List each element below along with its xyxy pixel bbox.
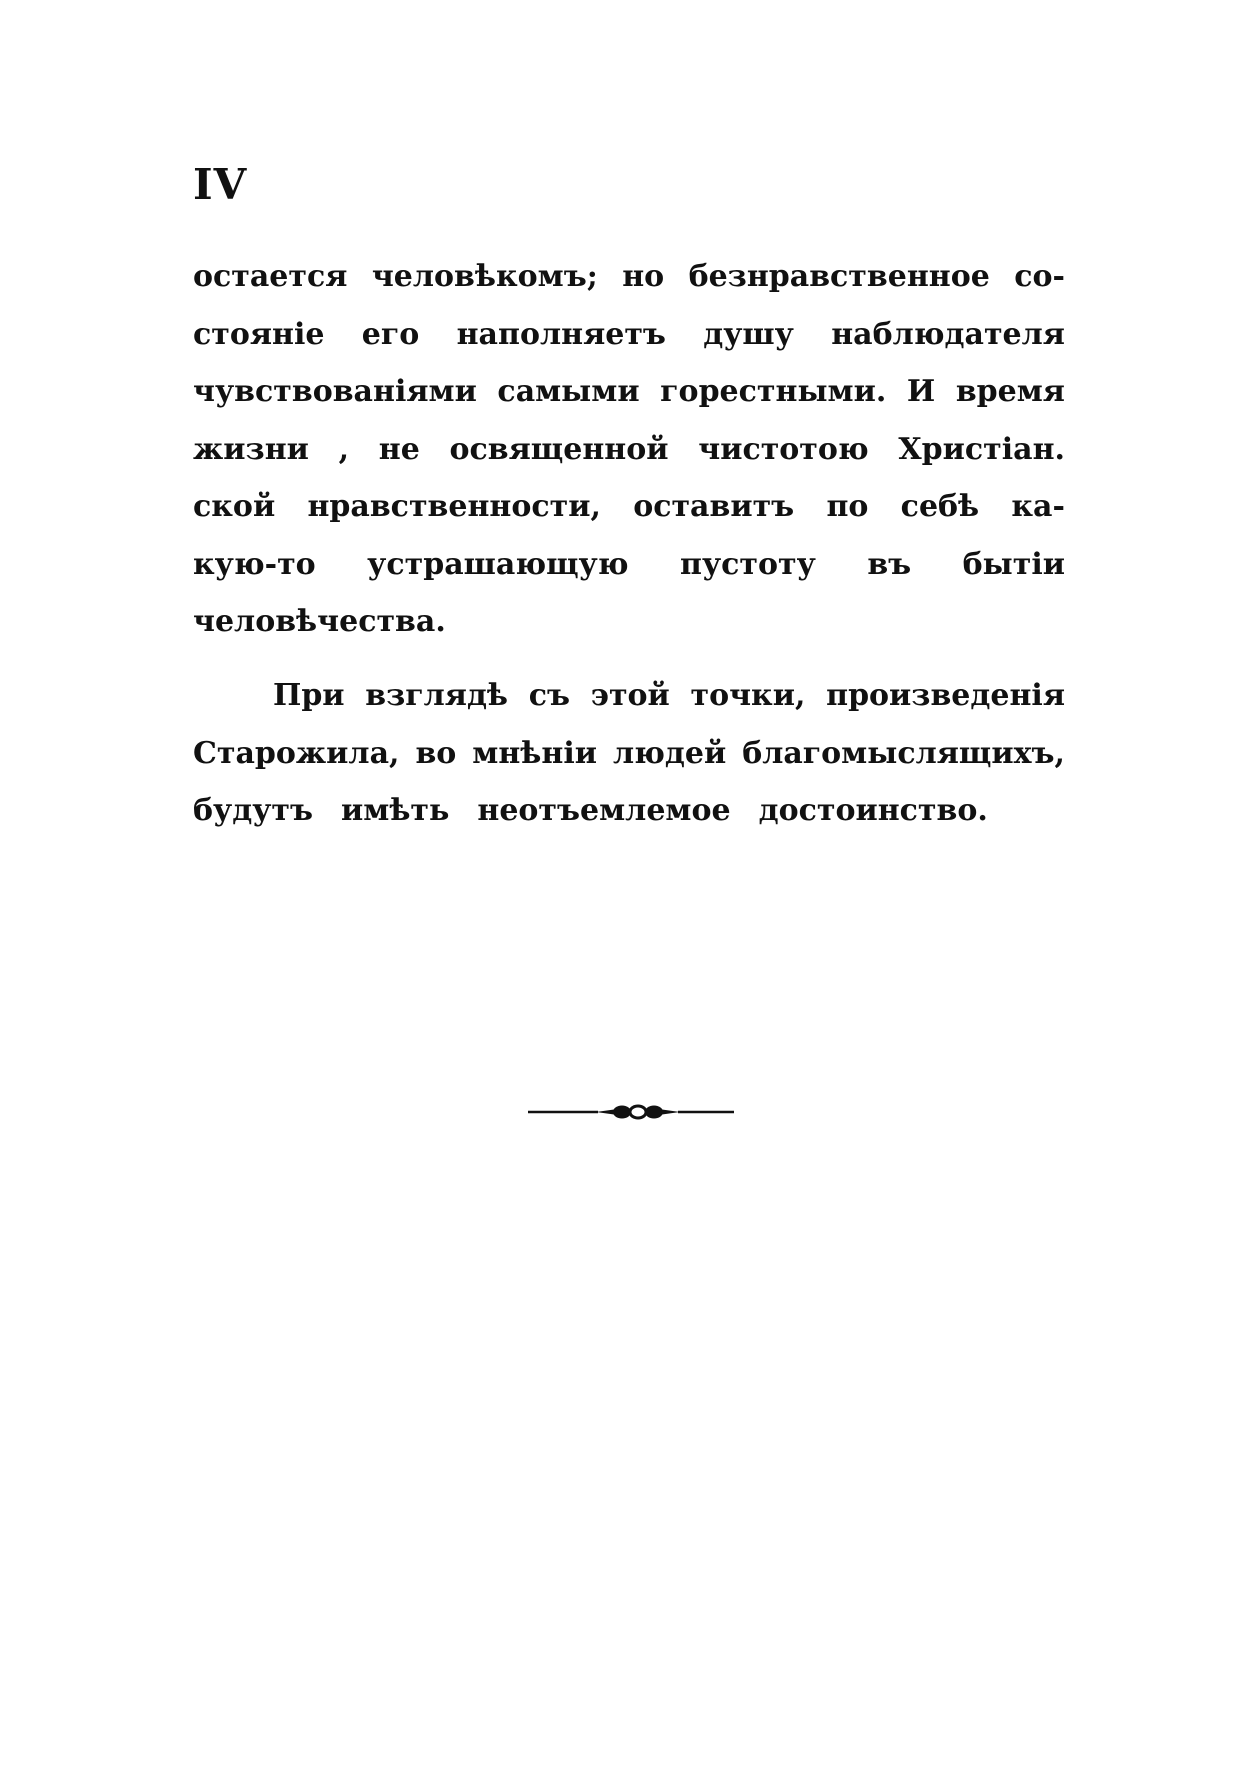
- word: произведенія: [826, 678, 1065, 713]
- word: человѣчества.: [193, 604, 446, 639]
- word: этой: [590, 678, 670, 713]
- word: безнравственное: [688, 259, 990, 294]
- word: освященной: [449, 431, 669, 467]
- word: съ: [528, 678, 570, 713]
- word: бытіи: [962, 546, 1065, 582]
- word: наполняетъ: [456, 316, 666, 352]
- word: Христіан.: [898, 431, 1065, 467]
- word: ,: [338, 431, 350, 467]
- word: взглядѣ: [365, 678, 509, 713]
- word: не: [378, 431, 420, 467]
- text-line: [193, 363, 1065, 421]
- word: стояніе: [193, 316, 325, 352]
- word: пустоту: [680, 546, 816, 582]
- word: остается: [193, 259, 348, 294]
- word: оставитъ: [633, 489, 795, 524]
- page-number: IV: [193, 160, 248, 209]
- word: въ: [867, 546, 912, 582]
- word: чистотою: [698, 431, 869, 467]
- word: людей: [612, 735, 727, 771]
- text-line: [193, 593, 1065, 651]
- word: ка-: [1011, 489, 1065, 524]
- word: мнѣніи: [472, 735, 597, 771]
- word: себѣ: [900, 489, 980, 524]
- word: наблюдателя: [831, 316, 1065, 352]
- text-line: [193, 306, 1065, 364]
- tailpiece-ornament-icon: [526, 1096, 736, 1124]
- word: самыми: [497, 374, 640, 409]
- text-line: [193, 478, 1065, 536]
- text-line: [193, 725, 1065, 783]
- word: имѣть: [341, 793, 450, 828]
- word: время: [955, 374, 1065, 409]
- ornament-center-bead: [630, 1106, 646, 1118]
- word: жизни: [193, 431, 309, 467]
- ornament-left-taper: [596, 1110, 614, 1115]
- ornament-left-bead: [613, 1106, 631, 1119]
- word: горестными.: [660, 374, 887, 409]
- word: ской: [193, 489, 276, 524]
- word: со-: [1014, 259, 1065, 294]
- word: достоинство.: [758, 793, 988, 828]
- word: его: [361, 316, 420, 352]
- word: Старожила,: [193, 735, 400, 771]
- word: При: [273, 678, 345, 713]
- word: во: [415, 735, 457, 771]
- ornament-right-taper: [662, 1110, 680, 1115]
- word: благомыслящихъ,: [742, 735, 1065, 771]
- word: нравственности,: [307, 489, 601, 524]
- text-line: [193, 248, 1065, 306]
- word: но: [622, 259, 665, 294]
- paragraph-2: [193, 667, 1065, 840]
- text-line: [193, 421, 1065, 479]
- paragraph-1: [193, 248, 1065, 651]
- word: чувствованіями: [193, 374, 477, 409]
- word: кую-то: [193, 546, 316, 582]
- word: устрашающую: [367, 546, 629, 582]
- word: И: [906, 374, 936, 409]
- ornament-right-bead: [645, 1106, 663, 1119]
- word: по: [826, 489, 869, 524]
- text-line: [193, 536, 1065, 594]
- word: неотъемлемое: [477, 793, 731, 828]
- word: будутъ: [193, 793, 314, 828]
- text-line: [193, 667, 1065, 725]
- word: человѣкомъ;: [371, 259, 598, 294]
- word: точки,: [690, 678, 806, 713]
- text-line: [193, 782, 1065, 840]
- word: душу: [703, 316, 794, 352]
